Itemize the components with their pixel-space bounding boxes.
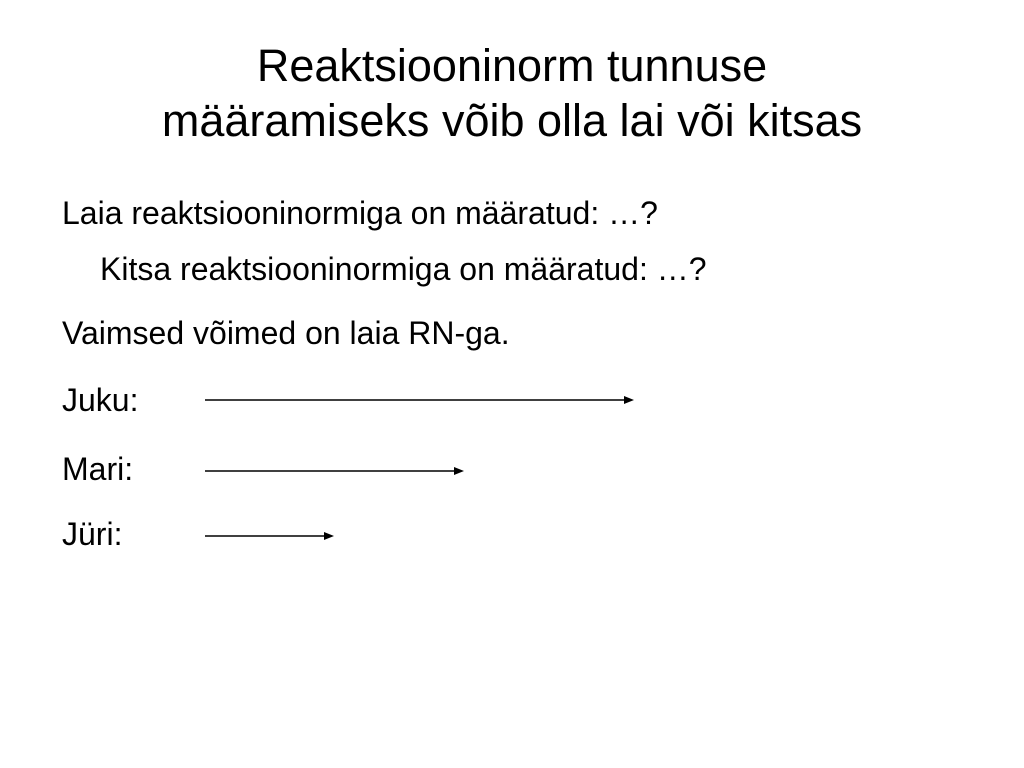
title-line-1: Reaktsiooninorm tunnuse: [256, 40, 768, 91]
mental-abilities-line: Vaimsed võimed on laia RN-ga.: [62, 315, 510, 351]
slide-title: [40, 38, 984, 148]
juri-arrow-icon: [200, 526, 340, 546]
juku-arrow-icon: [200, 390, 640, 410]
mari-arrow-icon: [200, 461, 470, 481]
wide-norm-line: Laia reaktsiooninormiga on määratud: …?: [62, 195, 658, 231]
person-label-mari: Mari:: [62, 451, 134, 487]
narrow-norm-line: Kitsa reaktsiooninormiga on määratud: …?: [100, 251, 707, 287]
title-line-2: määramiseks võib olla lai või kitsas: [161, 95, 863, 146]
person-label-juri: Jüri:: [62, 516, 123, 552]
person-label-juku: Juku:: [62, 382, 139, 418]
